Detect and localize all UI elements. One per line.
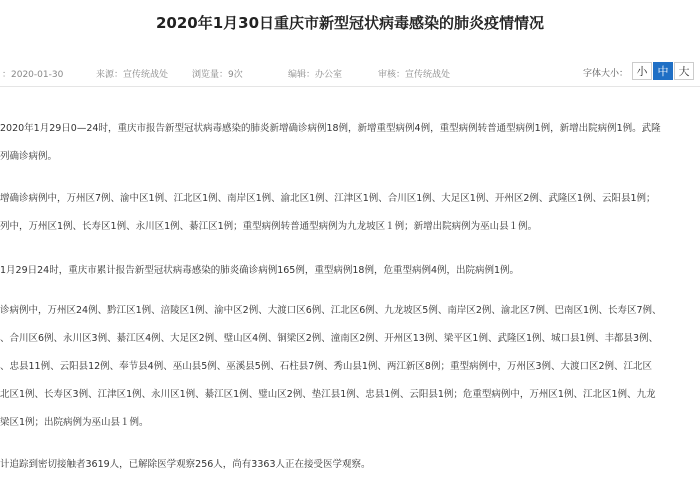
paragraph-line: 诊病例中，万州区24例、黔江区1例、涪陵区1例、渝中区2例、大渡口区6例、江北区6例、九龙坡区5例、南岸区2例、渝北区7例、巴南区1例、长寿区7例、 (0, 305, 662, 316)
reviewer-label: 审核：宣传统战处 (378, 70, 451, 80)
paragraph-line: 、合川区6例、永川区3例、綦江区4例、大足区2例、璧山区4例、铜梁区2例、潼南区2例、开州区13例、梁平区1例、武隆区1例、城口县1例、丰都县3例、 (0, 333, 659, 344)
paragraph-line: 增确诊病例中，万州区7例、渝中区1例、江北区1例、南岸区1例、渝北区1例、江津区1例、合川区1例、大足区1例、开州区2例、武隆区1例、云阳县1例； (0, 193, 656, 204)
article-title: 2020年1月30日重庆市新型冠状病毒感染的肺炎疫情情况 (155, 14, 545, 32)
paragraph-line: 计追踪到密切接触者3619人，已解除医学观察256人，尚有3363人正在接受医学观察。 (0, 459, 371, 470)
view-count: 浏览量：9次 (192, 70, 243, 80)
font-size-label: 字体大小： (583, 69, 629, 79)
header-divider (0, 86, 700, 87)
font-size-large-button[interactable]: 大 (674, 62, 694, 80)
paragraph-line: 1月29日24时，重庆市累计报告新型冠状病毒感染的肺炎确诊病例165例，重型病例18例，危重型病例4例，出院病例1例。 (0, 265, 520, 276)
paragraph-line: 北区1例、长寿区3例、江津区1例、永川区1例、綦江区1例、璧山区2例、垫江县1例、忠县1例、云阳县1例；危重型病例中，万州区1例、江北区1例、九龙 (0, 389, 656, 400)
paragraph-line: 列中，万州区1例、长寿区1例、永川区1例、綦江区1例；重型病例转普通型病例为九龙坡区１例；新增出院病例为巫山县１例。 (0, 221, 538, 232)
editor-label: 编辑：办公室 (288, 70, 343, 80)
source-label: 来源：宣传统战处 (96, 70, 169, 80)
paragraph-line: 、忠县11例、云阳县12例、奉节县4例、巫山县5例、巫溪县5例、石柱县7例、秀山县1例、两江新区8例；重型病例中，万州区3例、大渡口区2例、江北区 (0, 361, 653, 372)
paragraph-line: 2020年1月29日0—24时，重庆市报告新型冠状病毒感染的肺炎新增确诊病例18例，新增重型病例4例，重型病例转普通型病例1例，新增出院病例1例。武隆 (0, 123, 661, 134)
paragraph-line: 列确诊病例。 (0, 151, 58, 162)
font-size-medium-button[interactable]: 中 (653, 62, 673, 80)
paragraph-line: 梁区1例；出院病例为巫山县１例。 (0, 417, 149, 428)
publish-date: ：2020-01-30 (2, 70, 64, 80)
font-size-small-button[interactable]: 小 (632, 62, 652, 80)
